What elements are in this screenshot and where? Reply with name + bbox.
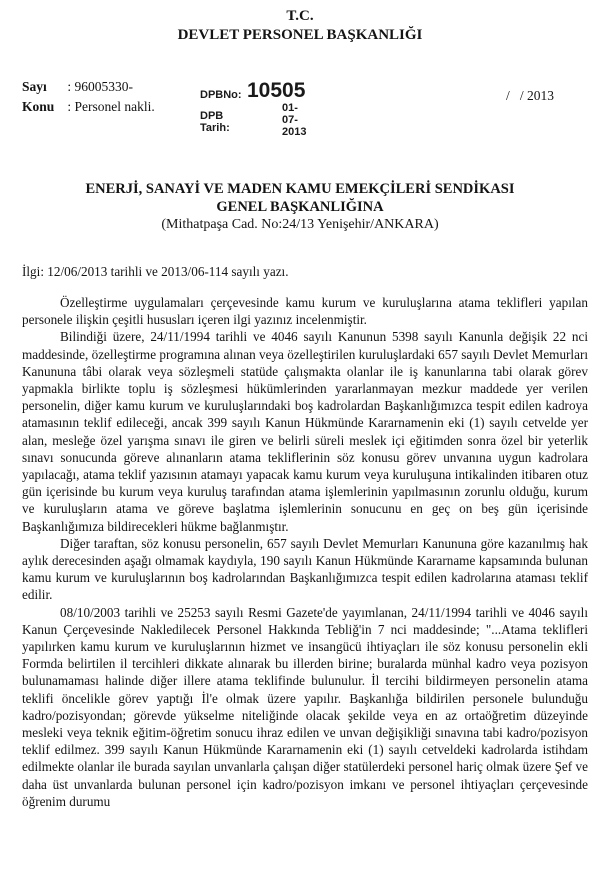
recipient-line-2: GENEL BAŞKANLIĞINA	[216, 199, 384, 215]
paragraph-2: Bilindiği üzere, 24/11/1994 tarihli ve 4046 sayılı Kanunun 5398 sayılı Kanunla değişik 22 nci maddesinde, özelleştirme programına alınan veya özelleştirilen kuruluşlardaki 657 sayılı Devlet Memurları Kanununa tâbi olarak veya sözleşmeli statüde çalışmakta olanlar ile iş kanunlarına tabi olarak görev yapmakla birlikte toplu iş sözleşmesi hükümlerinden yararlanmayan mezkur maddede yer verilen personelin, diğer kamu kurum ve kuruluşlarındaki boş kadrolardan Başkanlığımızca tespit edilen kadroya atamasının teklif edileceği, ancak 399 sayılı Kanun Hükmünde Kararnamenin eki (1) sayılı cetvelde yer alan, mesleğe özel yarışma sınavı ile giren ve belirli süreli meslek içi eğitimden sonra özel bir yeterlik sınavı sonucunda göreve alınanların atama tekliflerinin söz konusu görev unvanına uygun kadrolara yapılacağı, atama teklif yazısının atamayı yapacak kamu kurum veya kuruluşuna intikalinden itibaren otuz gün içerisinde bu kurum veya kuruluş tarafından atama işlemlerinin yapılmasının zorunlu olduğu, kurum ve kuruluşların atama ve göreve başlatma işlemlerinin sonucunu en geç on beş gün içerisinde Başkanlığımıza bildirecekleri hükme bağlanmıştır.	[22, 329, 588, 534]
konu-label: Konu	[22, 99, 55, 114]
sayi-value: : 96005330-	[67, 79, 133, 94]
konu-row	[22, 99, 155, 115]
header-tc: T.C.	[286, 8, 314, 24]
dpb-no-value: 10505	[247, 79, 306, 102]
header-agency: DEVLET PERSONEL BAŞKANLIĞI	[177, 27, 423, 43]
dpb-no-label: DPBNo:	[200, 89, 242, 101]
reference-block	[22, 263, 588, 280]
paragraph-4: 08/10/2003 tarihli ve 25253 sayılı Resmi Gazete'de yayımlanan, 24/11/1994 tarihli ve 4046 sayılı Kanun Çerçevesinde Nakledilecek Personel Hakkında Tebliğ'in 7 nci maddesinde; "...Atama teklifleri yapılırken kamu kurum ve kuruluşlarının hizmet ve insangücü ihtiyaçları ile söz konusu personelin ekli Formda belirtilen il tercihleri dikkate alınarak bu illerden birine; buralarda münhal kadro veya pozisyon bulunamaması halinde diğer illere atama teklifinde bulunulur. İl tercihi bildirmeyen personelin atama teklifi öncelikle görev yaptığı İl'e olmak üzere yapılır. Başkanlığa bildirilen personele bulunduğu kadro/pozisyondan; görevde yükselme niteliğinde olacak şekilde veya en az ortaöğretim düzeyinde mesleki veya teknik eğitim-öğretim sonucu ihraz edilen ve unvan değişikliği sınavına tabi kadro/pozisyon teklif edilmez. 399 sayılı Kanun Hükmünde Kararnamenin eki (1) sayılı cetveldeki kadrolarda istihdam edilmekte olanlar ile burada sayılan unvanlarla çalışan diğer statülerdeki personel hariç olmak üzere Şef ve daha üst unvanlarda bulunan personel için kadro/pozisyon imkanı ve personel ihtiyaçları çerçevesinde öğrenim durumu	[22, 604, 588, 809]
letter-date: / / 2013	[506, 88, 555, 103]
letter-body	[22, 294, 588, 810]
recipient-line-3: (Mithatpaşa Cad. No:24/13 Yenişehir/ANKARA)	[161, 217, 439, 232]
paragraph-3: Diğer taraftan, söz konusu personelin, 657 sayılı Devlet Memurları Kanununa göre kazanılmış hak aylık derecesinden aşağı olmamak kaydıyla, 190 sayılı Kanun Hükmünde Kararname kapsamında bulunan kamu kurum ve kuruluşlarının boş kadrolarından Başkanlığımızca tespit edilen kadrolarına ataması teklif edilir.	[22, 535, 588, 603]
sayi-label: Sayı	[22, 79, 47, 94]
reference-line: İlgi: 12/06/2013 tarihli ve 2013/06-114 sayılı yazı.	[22, 264, 289, 279]
paragraph-1: Özelleştirme uygulamaları çerçevesinde kamu kurum ve kuruluşlarına atama teklifleri yapılan personele ilişkin çeşitli hususları içeren ilgi yazınız incelenmiştir.	[22, 295, 588, 328]
sayi-row	[22, 79, 133, 95]
konu-value: : Personel nakli.	[67, 99, 155, 114]
dpb-tarih-label: DPB Tarih:	[200, 110, 230, 134]
recipient-line-1: ENERJİ, SANAYİ VE MADEN KAMU EMEKÇİLERİ SENDİKASI	[85, 181, 515, 197]
dpb-tarih-value: 01-07-2013	[282, 102, 307, 138]
